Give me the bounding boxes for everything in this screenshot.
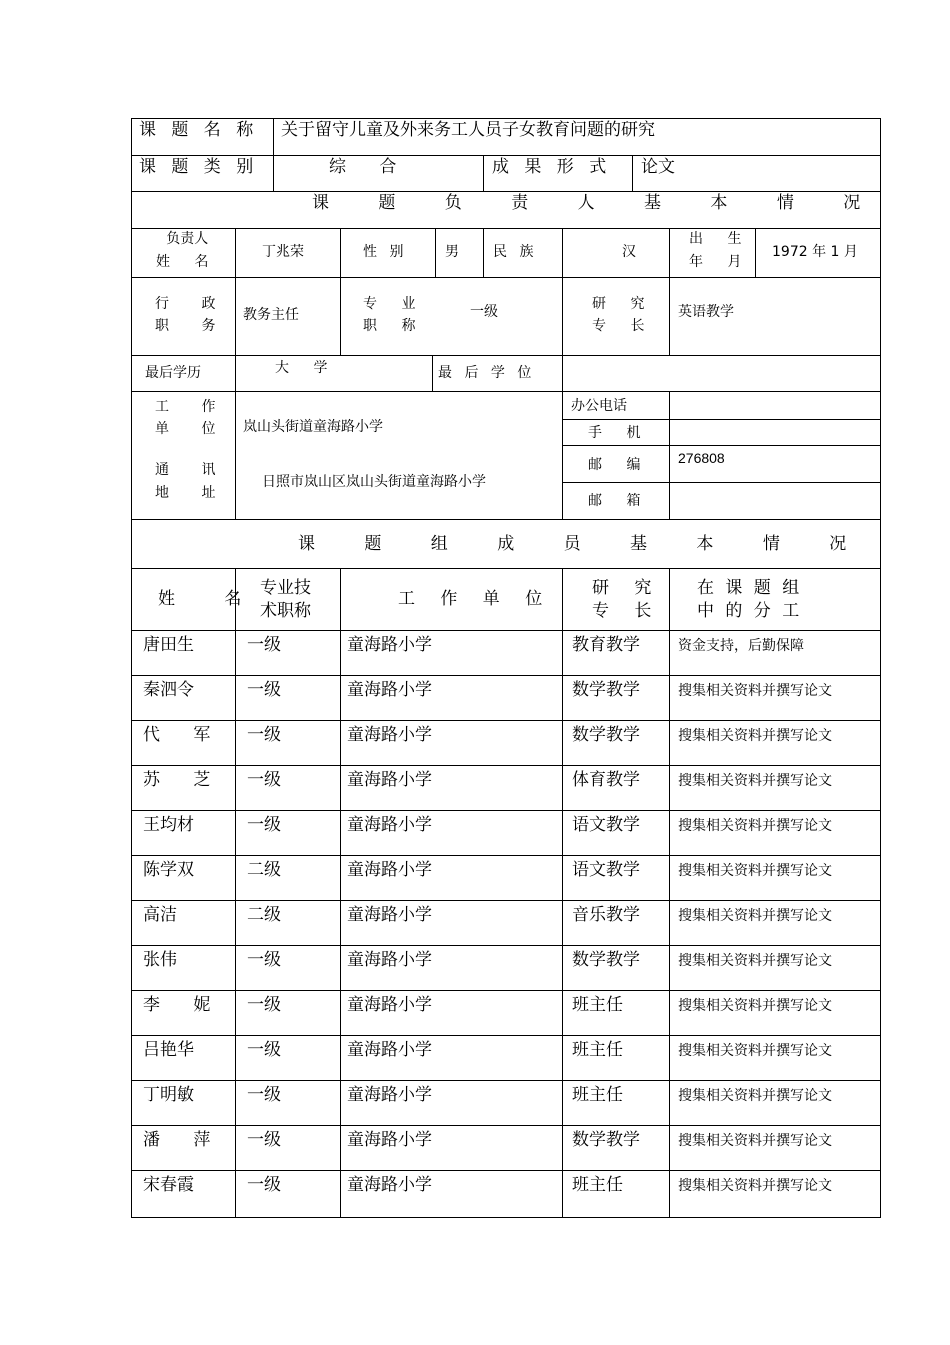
member-name: 唐田生 <box>143 635 194 655</box>
specialty-value: 英语教学 <box>678 304 734 320</box>
table-row-line <box>131 990 881 991</box>
member-role: 搜集相关资料并撰写论文 <box>678 728 832 744</box>
education-value: 大 学 <box>275 360 338 376</box>
table-row-line <box>131 900 881 901</box>
member-name: 宋春霞 <box>143 1175 194 1195</box>
table-row-line <box>131 568 881 569</box>
title-label-line1: 专 业 <box>363 296 426 312</box>
member-name: 吕艳华 <box>143 1040 194 1060</box>
birth-label <box>689 232 751 269</box>
member-unit: 童海路小学 <box>347 905 432 925</box>
table-row-line <box>131 277 881 278</box>
category-value: 综 合 <box>329 157 411 177</box>
member-unit: 童海路小学 <box>347 770 432 790</box>
member-specialty: 语文教学 <box>572 860 640 880</box>
member-specialty: 数学教学 <box>572 1130 640 1150</box>
gender-label: 性 别 <box>363 244 408 260</box>
table-row-line <box>562 445 881 446</box>
member-specialty: 教育教学 <box>572 635 640 655</box>
table-row-line <box>131 855 881 856</box>
member-title: 一级 <box>247 680 281 700</box>
table-row-line <box>131 765 881 766</box>
table-row-line <box>131 720 881 721</box>
degree-label: 最 后 学 位 <box>438 365 536 381</box>
workplace-label <box>155 400 229 436</box>
member-title: 一级 <box>247 725 281 745</box>
title-label <box>363 297 425 333</box>
member-name: 潘 萍 <box>143 1130 225 1150</box>
table-row-line <box>562 419 881 420</box>
member-name: 苏 芝 <box>143 770 225 790</box>
member-specialty: 语文教学 <box>572 815 640 835</box>
birth-label-line1: 出 生 <box>689 231 752 247</box>
members-header-role <box>697 580 802 620</box>
grid-line <box>432 355 433 392</box>
leader-name-value: 丁兆荣 <box>262 244 304 260</box>
table-row-line <box>131 1125 881 1126</box>
members-header-title-line1: 专业技 <box>260 578 311 598</box>
member-specialty: 班主任 <box>572 995 623 1015</box>
member-specialty: 体育教学 <box>572 770 640 790</box>
member-unit: 童海路小学 <box>347 860 432 880</box>
member-name: 高洁 <box>143 905 177 925</box>
member-unit: 童海路小学 <box>347 1175 432 1195</box>
member-role: 搜集相关资料并撰写论文 <box>678 1133 832 1149</box>
members-header-specialty <box>592 580 661 620</box>
leader-name-label-line2: 姓 名 <box>156 254 219 270</box>
table-row-line <box>562 482 881 483</box>
member-specialty: 班主任 <box>572 1085 623 1105</box>
title-label-line2: 职 称 <box>363 318 426 334</box>
members-header-role-line1: 在 课 题 组 <box>697 578 803 598</box>
member-specialty: 数学教学 <box>572 725 640 745</box>
grid-line <box>340 568 341 1218</box>
members-section-title: 课 题 组 成 员 基 本 情 况 <box>298 534 869 554</box>
table-row-line <box>131 945 881 946</box>
member-title: 一级 <box>247 1085 281 1105</box>
address-label <box>155 463 229 500</box>
admin-post-label <box>155 297 229 333</box>
grid-line <box>562 568 563 1218</box>
specialty-label-line2: 专 长 <box>592 318 655 334</box>
table-row-line <box>131 155 881 156</box>
member-role: 搜集相关资料并撰写论文 <box>678 998 832 1014</box>
member-role: 搜集相关资料并撰写论文 <box>678 1043 832 1059</box>
grid-line <box>235 355 236 392</box>
members-header-specialty-line2: 专 长 <box>592 601 662 621</box>
grid-line <box>483 228 484 278</box>
member-unit: 童海路小学 <box>347 1085 432 1105</box>
grid-line <box>435 228 436 278</box>
table-row-line <box>131 355 881 356</box>
gender-value: 男 <box>445 244 459 260</box>
member-unit: 童海路小学 <box>347 725 432 745</box>
grid-line <box>273 118 274 192</box>
member-title: 二级 <box>247 905 281 925</box>
grid-line <box>632 155 633 192</box>
members-header-name: 姓 名 <box>158 589 264 609</box>
table-row-line <box>131 118 881 119</box>
member-unit: 童海路小学 <box>347 950 432 970</box>
member-unit: 童海路小学 <box>347 1130 432 1150</box>
member-title: 一级 <box>247 770 281 790</box>
workplace-label-line1: 工 作 <box>155 399 230 415</box>
member-unit: 童海路小学 <box>347 815 432 835</box>
member-name: 李 妮 <box>143 995 225 1015</box>
member-role: 搜集相关资料并撰写论文 <box>678 773 832 789</box>
table-row-line <box>131 391 881 392</box>
member-title: 一级 <box>247 1130 281 1150</box>
birth-value: 1972 年 1 月 <box>772 244 858 260</box>
table-row-line <box>131 228 881 229</box>
member-role: 搜集相关资料并撰写论文 <box>678 818 832 834</box>
grid-line <box>755 228 756 278</box>
project-name-value: 关于留守儿童及外来务工人员子女教育问题的研究 <box>281 120 655 140</box>
workplace-label-line2: 单 位 <box>155 421 230 437</box>
address-label-line2: 地 址 <box>155 485 230 501</box>
birth-label-line2: 年 月 <box>689 254 752 270</box>
address-value: 日照市岚山区岚山头街道童海路小学 <box>262 474 486 490</box>
members-header-specialty-line1: 研 究 <box>592 578 662 598</box>
member-specialty: 班主任 <box>572 1175 623 1195</box>
member-role: 资金支持，后勤保障 <box>678 638 804 654</box>
grid-line <box>483 155 484 192</box>
table-row-line <box>131 810 881 811</box>
grid-line <box>235 568 236 1218</box>
ethnicity-label: 民 族 <box>493 244 538 260</box>
leader-section-title: 课 题 负 责 人 基 本 情 况 <box>312 193 883 213</box>
address-label-line1: 通 讯 <box>155 462 230 478</box>
category-label: 课 题 类 别 <box>139 157 259 177</box>
member-title: 一级 <box>247 1175 281 1195</box>
member-name: 王均材 <box>143 815 194 835</box>
member-title: 一级 <box>247 950 281 970</box>
grid-line <box>340 228 341 356</box>
leader-name-label-line1: 负责人 <box>166 231 209 247</box>
members-header-unit: 工 作 单 位 <box>398 589 553 609</box>
specialty-label-line1: 研 究 <box>592 296 655 312</box>
member-title: 一级 <box>247 1040 281 1060</box>
table-row-line <box>131 191 881 192</box>
member-name: 秦泗令 <box>143 680 194 700</box>
email-label: 邮 箱 <box>588 493 651 509</box>
member-unit: 童海路小学 <box>347 995 432 1015</box>
admin-post-value: 教务主任 <box>243 307 299 323</box>
member-unit: 童海路小学 <box>347 680 432 700</box>
ethnicity-value: 汉 <box>622 244 636 260</box>
title-value: 一级 <box>470 304 498 320</box>
member-name: 丁明敏 <box>143 1085 194 1105</box>
postcode-label: 邮 编 <box>588 457 651 473</box>
member-unit: 童海路小学 <box>347 635 432 655</box>
postcode-value: 276808 <box>678 450 725 466</box>
member-role: 搜集相关资料并撰写论文 <box>678 683 832 699</box>
member-role: 搜集相关资料并撰写论文 <box>678 953 832 969</box>
member-title: 一级 <box>247 815 281 835</box>
members-header-title-line2: 术职称 <box>260 601 311 621</box>
table-border-left <box>131 118 132 1218</box>
member-name: 代 军 <box>143 725 225 745</box>
grid-line <box>235 228 236 356</box>
member-role: 搜集相关资料并撰写论文 <box>678 908 832 924</box>
members-header-title <box>260 580 311 620</box>
member-title: 一级 <box>247 995 281 1015</box>
grid-line <box>235 391 236 520</box>
table-row-line <box>131 1080 881 1081</box>
table-row-line <box>131 1217 881 1218</box>
result-form-value: 论文 <box>641 157 675 177</box>
member-specialty: 班主任 <box>572 1040 623 1060</box>
grid-line <box>562 228 563 356</box>
member-specialty: 音乐教学 <box>572 905 640 925</box>
table-row-line <box>131 630 881 631</box>
table-row-line <box>131 1170 881 1171</box>
member-specialty: 数学教学 <box>572 950 640 970</box>
table-row-line <box>131 519 881 520</box>
members-header-role-line2: 中 的 分 工 <box>697 601 803 621</box>
grid-line <box>562 355 563 392</box>
workplace-value: 岚山头街道童海路小学 <box>243 419 383 435</box>
grid-line <box>669 391 670 520</box>
member-role: 搜集相关资料并撰写论文 <box>678 1178 832 1194</box>
education-label: 最后学历 <box>145 365 201 381</box>
table-border-right <box>880 118 881 1218</box>
grid-line <box>669 228 670 356</box>
admin-post-label-line2: 职 务 <box>155 318 230 334</box>
specialty-label <box>592 297 654 333</box>
office-phone-label: 办公电话 <box>571 398 627 414</box>
grid-line <box>669 568 670 1218</box>
member-role: 搜集相关资料并撰写论文 <box>678 1088 832 1104</box>
member-title: 一级 <box>247 635 281 655</box>
mobile-label: 手 机 <box>588 425 651 441</box>
grid-line <box>562 391 563 520</box>
member-name: 陈学双 <box>143 860 194 880</box>
result-form-label: 成 果 形 式 <box>492 157 612 177</box>
table-row-line <box>131 1035 881 1036</box>
member-role: 搜集相关资料并撰写论文 <box>678 863 832 879</box>
member-name: 张伟 <box>143 950 177 970</box>
member-specialty: 数学教学 <box>572 680 640 700</box>
admin-post-label-line1: 行 政 <box>155 296 230 312</box>
member-unit: 童海路小学 <box>347 1040 432 1060</box>
member-title: 二级 <box>247 860 281 880</box>
table-row-line <box>131 675 881 676</box>
project-name-label: 课 题 名 称 <box>139 120 259 140</box>
leader-name-label <box>156 232 218 269</box>
